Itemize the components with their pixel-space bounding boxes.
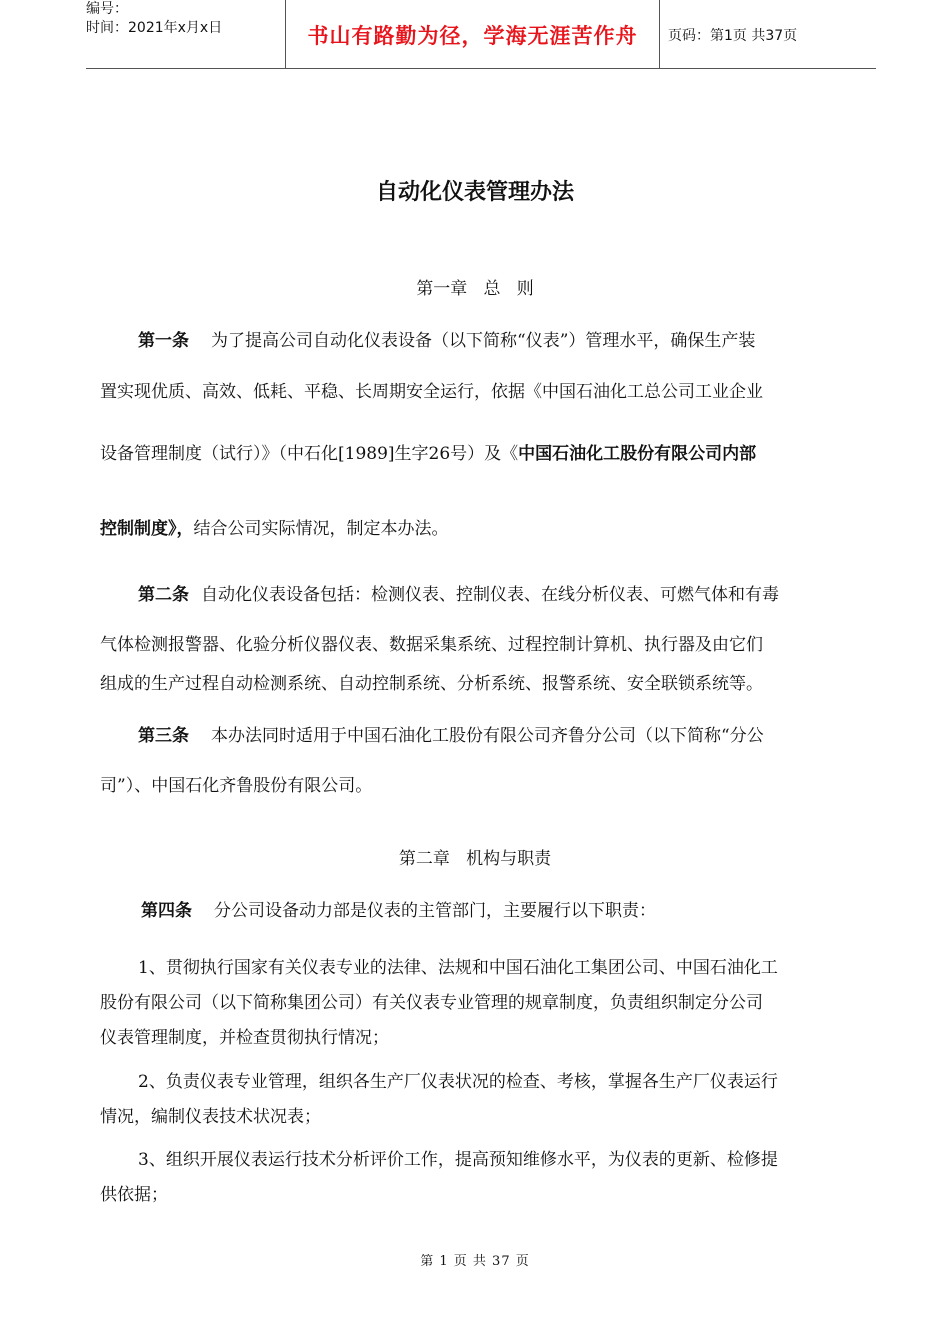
chapter-heading: 第一章 总 则	[416, 279, 534, 299]
paragraph-text-bold: 中国石油化工股份有限公司内部	[518, 444, 757, 464]
paragraph-line	[100, 514, 860, 539]
paragraph-line	[100, 439, 860, 464]
page-header	[86, 0, 876, 69]
list-item: 1、贯彻执行国家有关仪表专业的法律、法规和中国石油化工集团公司、中国石油化工	[138, 958, 778, 978]
chapter-heading: 第二章 机构与职责	[398, 849, 552, 869]
paragraph-text-bold: 控制制度》，	[100, 519, 194, 539]
paragraph-text: 自动化仪表设备包括：检测仪表、控制仪表、在线分析仪表、可燃气体和有毒	[201, 585, 779, 605]
list-item: 2、负责仪表专业管理，组织各生产厂仪表状况的检查、考核，掌握各生产厂仪表运行	[138, 1072, 778, 1092]
article-label: 第一条	[138, 331, 189, 351]
list-item: 3、组织开展仪表运行技术分析评价工作，提高预知维修水平，为仪表的更新、检修提	[138, 1150, 778, 1170]
document-title: 自动化仪表管理办法	[375, 180, 574, 205]
number-label: 编号：	[86, 1, 128, 17]
paragraph-text: 设备管理制度（试行）》（中石化[1989]生字26号）及《	[100, 444, 519, 464]
paragraph-line: 仪表管理制度，并检查贯彻执行情况；	[100, 1028, 389, 1048]
paragraph-text: 本办法同时适用于中国石油化工股份有限公司齐鲁分公司（以下简称“分公	[211, 726, 764, 746]
page-footer: 第 1 页 共 37 页	[420, 1254, 530, 1269]
paragraph-text: 结合公司实际情况，制定本办法。	[193, 519, 449, 539]
paragraph-text: 分公司设备动力部是仪表的主管部门，主要履行以下职责：	[214, 901, 656, 921]
article-label: 第四条	[141, 901, 192, 921]
paragraph-line: 置实现优质、高效、低耗、平稳、长周期安全运行，依据《中国石油化工总公司工业企业	[100, 382, 763, 402]
paragraph-line: 情况，编制仪表技术状况表；	[100, 1107, 321, 1127]
header-divider	[659, 0, 660, 68]
article-label: 第三条	[138, 726, 189, 746]
article-2	[138, 580, 898, 605]
article-4	[141, 896, 901, 921]
paragraph-line: 组成的生产过程自动检测系统、自动控制系统、分析系统、报警系统、安全联锁系统等。	[100, 674, 763, 694]
paragraph-text: 为了提高公司自动化仪表设备（以下简称“仪表”）管理水平，确保生产装	[211, 331, 756, 351]
header-meta	[86, 0, 285, 68]
article-label: 第二条	[138, 585, 189, 605]
header-slogan: 书山有路勤为径，学海无涯苦作舟	[307, 24, 638, 48]
header-page-info: 页码：第1页 共37页	[668, 28, 798, 44]
article-3	[138, 721, 898, 746]
paragraph-line: 气体检测报警器、化验分析仪器仪表、数据采集系统、过程控制计算机、执行器及由它们	[100, 635, 763, 655]
paragraph-line: 供依据；	[100, 1185, 168, 1205]
paragraph-line: 司”）、中国石化齐鲁股份有限公司。	[100, 776, 373, 796]
time-label: 时间：2021年x月x日	[86, 20, 223, 36]
article-1	[138, 326, 898, 351]
paragraph-line: 股份有限公司（以下简称集团公司）有关仪表专业管理的规章制度，负责组织制定分公司	[100, 993, 763, 1013]
